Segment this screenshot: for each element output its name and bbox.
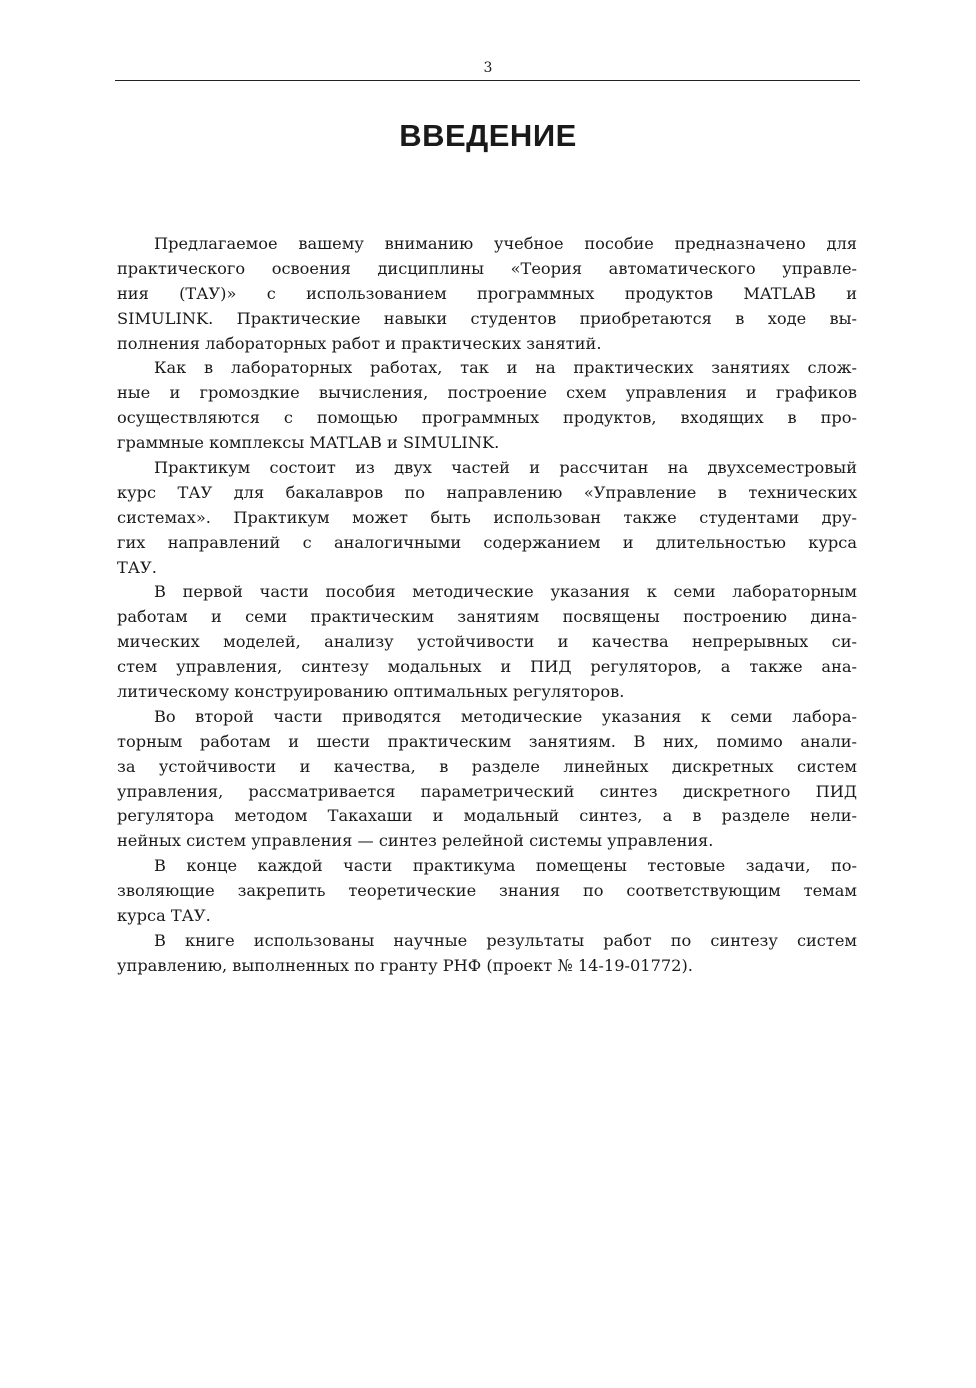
paragraph xyxy=(117,456,857,580)
paragraph xyxy=(117,854,857,929)
body-text xyxy=(117,232,857,979)
paragraph-line: управления, рассматривается параметрический синтез дискретного ПИД xyxy=(117,781,857,801)
paragraph-line: зволяющие закрепить теоретические знания по соответствующим темам xyxy=(117,881,857,901)
page-title: ВВЕДЕНИЕ xyxy=(399,118,577,153)
paragraph-line: мических моделей, анализу устойчивости и качества непрерывных си- xyxy=(117,632,857,652)
paragraph-line: полнения лабораторных работ и практических занятий. xyxy=(117,333,602,353)
paragraph-line: ТАУ. xyxy=(117,557,157,577)
paragraph-line: Практикум состоит из двух частей и рассчитан на двухсеместровый xyxy=(154,458,857,478)
paragraph-line: граммные комплексы MATLAB и SIMULINK. xyxy=(117,433,500,453)
paragraph-line: работам и семи практическим занятиям посвящены построению дина- xyxy=(117,607,857,627)
paragraph-line: управлению, выполненных по гранту РНФ (проект № 14-19-01772). xyxy=(117,955,693,975)
paragraph-line: литическому конструированию оптимальных регуляторов. xyxy=(117,682,625,702)
paragraph-line: В первой части пособия методические указания к семи лабораторным xyxy=(154,582,857,602)
paragraph-line: Во второй части приводятся методические указания к семи лабора- xyxy=(154,706,857,726)
paragraph-line: практического освоения дисциплины «Теория автоматического управле- xyxy=(117,258,857,278)
paragraph-line: системах». Практикум может быть использован также студентами дру- xyxy=(117,507,857,527)
paragraph-line: курс ТАУ для бакалавров по направлению «Управление в технических xyxy=(117,482,857,502)
paragraph-line: ния (ТАУ)» с использованием программных продуктов MATLAB и xyxy=(117,283,857,303)
paragraph-line: ные и громоздкие вычисления, построение схем управления и графиков xyxy=(117,383,857,403)
paragraph-line: курса ТАУ. xyxy=(117,906,211,926)
paragraph-line: SIMULINK. Практические навыки студентов приобретаются в ходе вы- xyxy=(117,308,857,328)
page-number: 3 xyxy=(483,60,493,76)
paragraph xyxy=(117,356,857,456)
paragraph-line: В книге использованы научные результаты работ по синтезу систем xyxy=(154,930,857,950)
paragraph-line: Как в лабораторных работах, так и на практических занятиях слож- xyxy=(154,358,857,378)
paragraph-line: за устойчивости и качества, в разделе линейных дискретных систем xyxy=(117,756,857,776)
paragraph xyxy=(117,929,857,979)
paragraph-line: стем управления, синтезу модальных и ПИД регуляторов, а также ана- xyxy=(117,657,857,677)
paragraph xyxy=(117,705,857,854)
paragraph-line: регулятора методом Такахаши и модальный синтез, а в разделе нели- xyxy=(117,806,857,826)
paragraph-line: осуществляются с помощью программных продуктов, входящих в про- xyxy=(117,408,857,428)
paragraph xyxy=(117,232,857,356)
paragraph-line: Предлагаемое вашему вниманию учебное пособие предназначено для xyxy=(154,234,857,253)
paragraph-line: торным работам и шести практическим занятиям. В них, помимо анали- xyxy=(117,731,857,751)
header-rule xyxy=(115,80,860,81)
paragraph-line: нейных систем управления — синтез релейной системы управления. xyxy=(117,831,714,851)
paragraph-line: гих направлений с аналогичными содержанием и длительностью курса xyxy=(117,532,857,552)
paragraph xyxy=(117,580,857,704)
paragraph-line: В конце каждой части практикума помещены тестовые задачи, по- xyxy=(154,856,857,876)
